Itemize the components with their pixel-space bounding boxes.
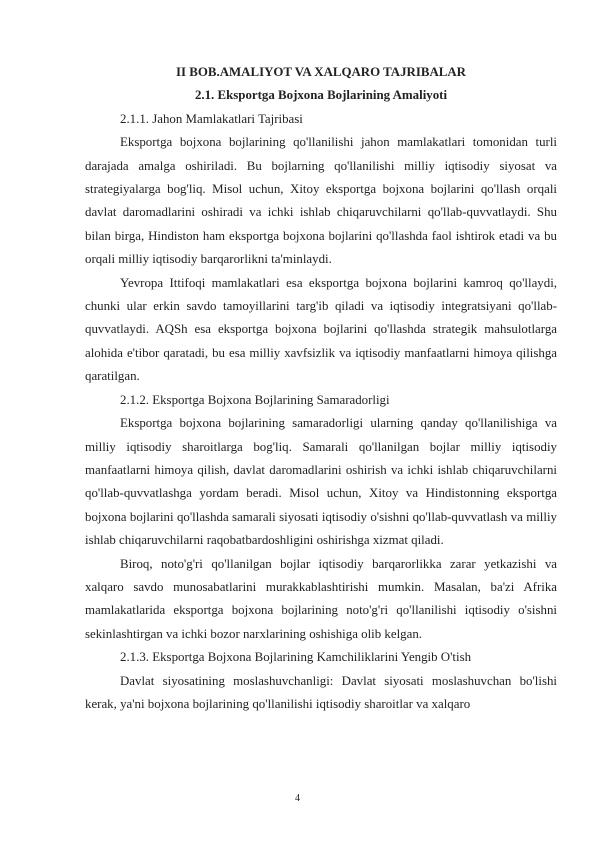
subsection-title: 2.1.1. Jahon Mamlakatlari Tajribasi — [120, 111, 303, 126]
paragraph: Biroq, noto'g'ri qo'llanilgan bojlar iqtisodiy barqarorlikka zarar yetkazishi va xalqaro savdo munosabatlarini murakkablashtirishi mumkin. Masalan, ba'zi Afrika mamlakatlarida eksportga bojxona bojlarining noto'g'ri qo'llanilishi iqtisodiy o'sishni sekinlashtirgan va ichki bozor narxlarining oshishiga olib kelgan. — [85, 556, 557, 641]
section-title: 2.1. Eksportga Bojxona Bojlarining Amaliyoti — [194, 88, 448, 103]
paragraph: Yevropa Ittifoqi mamlakatlari esa eksportga bojxona bojlarini kamroq qo'llaydi, chunki ular erkin savdo tamoyillarini targ'ib qiladi va iqtisodiy integratsiyani qo'llab-quvvatlaydi. AQSh esa eksportga bojxona bojlarini qo'llashda strategik mahsulotlarga alohida e'tibor qaratadi, bu esa milliy xavfsizlik va iqtisodiy manfaatlarni himoya qilishga qaratilgan. — [85, 275, 557, 384]
page-number: 4 — [295, 793, 300, 804]
paragraph: Davlat siyosatining moslashuvchanligi: Davlat siyosati moslashuvchan bo'lishi kerak, ya'ni bojxona bojlarining qo'llanilishi iqtisodiy sharoitlar va xalqaro — [85, 673, 557, 711]
subsection-title: 2.1.3. Eksportga Bojxona Bojlarining Kamchiliklarini Yengib O'tish — [120, 650, 472, 665]
subsection-title: 2.1.2. Eksportga Bojxona Bojlarining Samaradorligi — [120, 392, 390, 407]
page-content — [85, 61, 557, 716]
chapter-title: II BOB.AMALIYOT VA XALQARO TAJRIBALAR — [176, 65, 466, 79]
paragraph: Eksportga bojxona bojlarining samaradorligi ularning qanday qo'llanilishiga va milliy iqtisodiy sharoitlarga bog'liq. Samarali qo'llanilgan bojlar milliy iqtisodiy manfaatlarni himoya qilish, davlat daromadlarini oshirish va ichki ishlab chiqaruvchilarni qo'llab-quvvatlashga yordam beradi. Misol uchun, Xitoy va Hindistonning eksportga bojxona bojlarini qo'llashda samarali siyosati iqtisodiy o'sishni qo'llab-quvvatlash va milliy ishlab chiqaruvchilarni raqobatbardoshligini oshirishga xizmat qiladi. — [85, 416, 557, 548]
paragraph: Eksportga bojxona bojlarining qo'llanilishi jahon mamlakatlari tomonidan turli darajada amalga oshiriladi. Bu bojlarning qo'llanilishi milliy iqtisodiy siyosat va strategiyalarga bog'liq. Misol uchun, Xitoy eksportga bojxona bojlarini qo'llash orqali davlat daromadlarini oshiradi va ichki ishlab chiqaruvchilarni qo'llab-quvvatlaydi. Shu bilan birga, Hindiston ham eksportga bojxona bojlarini qo'llashda faol ishtirok etadi va bu orqali milliy iqtisodiy barqarorlikni ta'minlaydi. — [85, 135, 557, 267]
